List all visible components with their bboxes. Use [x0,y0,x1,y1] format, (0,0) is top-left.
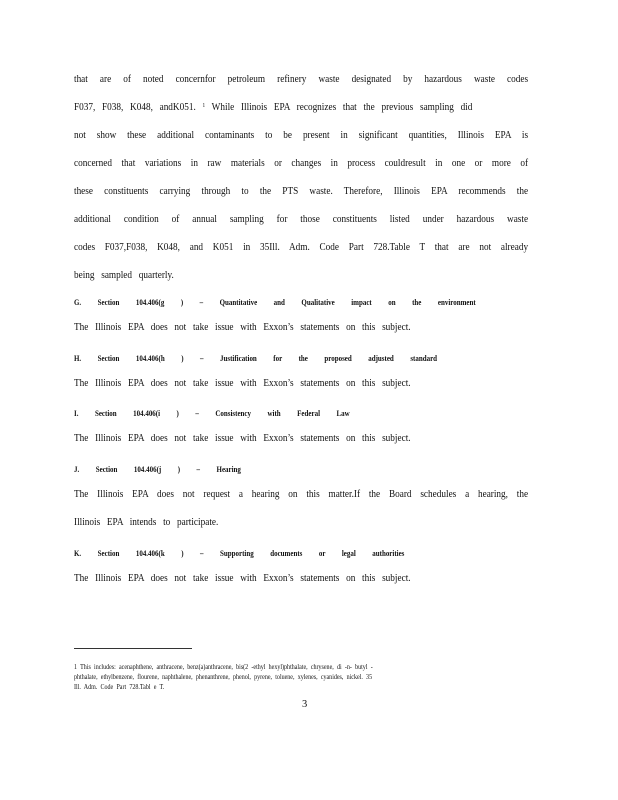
footnote-divider [74,648,192,649]
paragraph-line: not show these additional contaminants to be present in significant quantities, Illinois EPA is [74,130,529,141]
section-text-g: The Illinois EPA does not take issue with Exxon’s statements on this subject. [74,322,411,333]
section-heading-i: I. Section 104.406(i ) – Consistency with Federal Law [74,408,350,418]
paragraph-line: additional condition of annual sampling for those constituents listed under hazardous waste [74,214,529,225]
section-text-h: The Illinois EPA does not take issue with Exxon’s statements on this subject. [74,378,411,389]
section-text-j-line1: The Illinois EPA does not request a hearing on this matter.If the Board schedules a hearing, the [74,489,529,500]
section-heading-g: G. Section 104.406(g ) – Quantitative and Qualitative impact on the environment [74,297,476,307]
paragraph-line: concerned that variations in raw materials or changes in process couldresult in one or more of [74,158,529,169]
footnote-line: 1 This includes: acenaphthene, anthracene, benz(a)anthracene, bis(2 -ethyl hexyl)phthalate, chrysene, di -n- butyl - [74,663,373,671]
section-heading-j: J. Section 104.406(j ) – Hearing [74,464,241,474]
section-heading-h: H. Section 104.406(h ) – Justification for the proposed adjusted standard [74,353,438,363]
paragraph-line: codes F037,F038, K048, and K051 in 35Ill. Adm. Code Part 728.Table T that are not already [74,242,529,253]
page-number: 3 [302,699,308,710]
paragraph-line: F037, F038, K048, andK051. $^1$ While Illinois EPA recognizes that the previous sampling did [74,102,473,113]
paragraph-line: these constituents carrying through to the PTS waste. Therefore, Illinois EPA recommends the [74,186,529,197]
section-heading-k: K. Section 104.406(k ) – Supporting documents or legal authorities [74,548,405,558]
footnote-line: phthalate, ethylbenzene, flourene, naphthalene, phenanthrene, phenol, pyrene, toluene, xylenes, cyanides, nickel. 35 [74,673,373,681]
footnote [74,662,538,692]
paragraph-line: that are of noted concernfor petroleum refinery waste designated by hazardous waste codes [74,74,529,85]
section-text-k: The Illinois EPA does not take issue with Exxon’s statements on this subject. [74,573,411,584]
section-text-j-line2: Illinois EPA intends to participate. [74,517,219,528]
footnote-line: Ill. Adm. Code Part 728.Tabl e T. [74,683,165,691]
main-paragraph [74,66,528,290]
footnote-reference: 1 [202,103,206,109]
paragraph-line: being sampled quarterly. [74,270,174,281]
section-text-i: The Illinois EPA does not take issue with Exxon’s statements on this subject. [74,433,411,444]
